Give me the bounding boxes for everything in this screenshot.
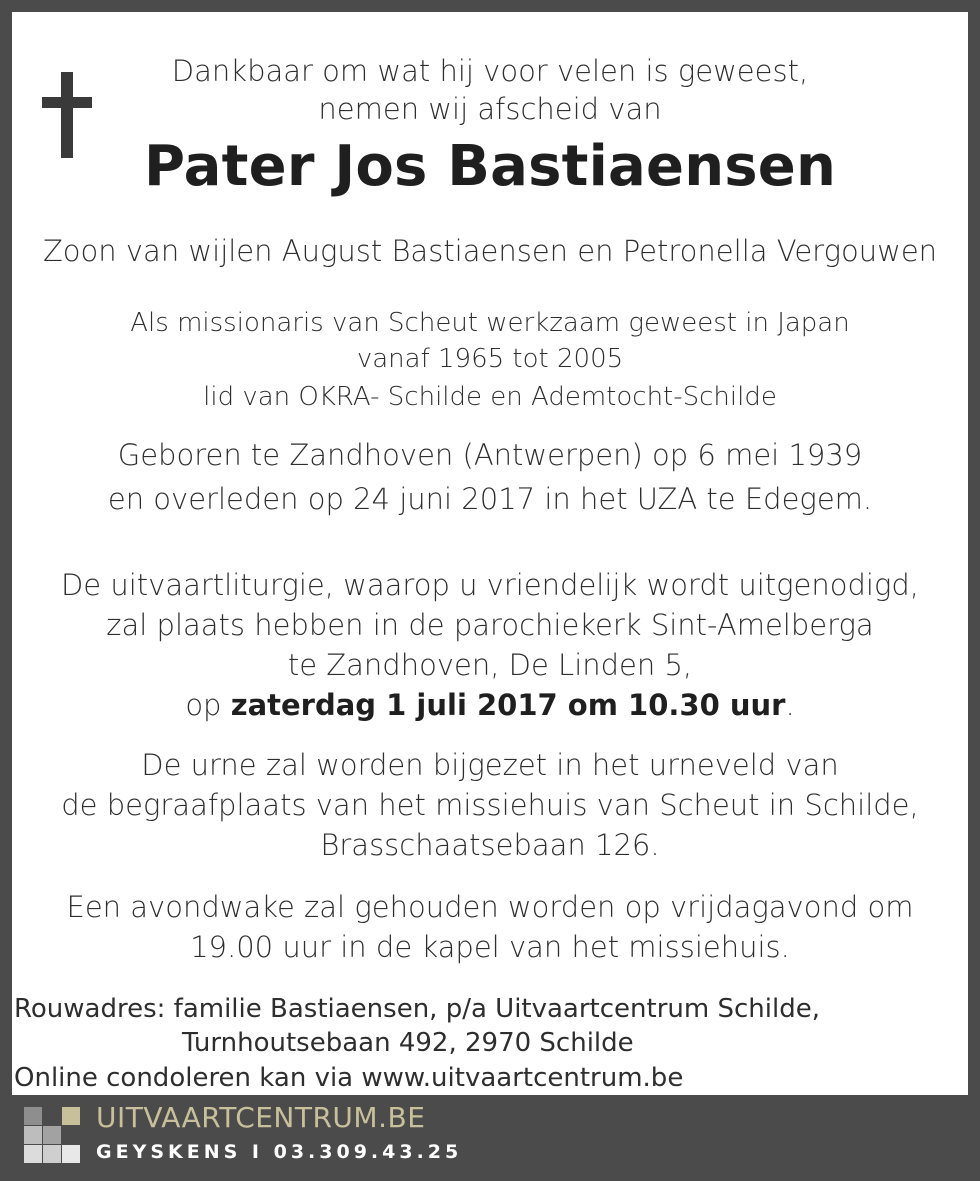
mission-line-3: lid van OKRA- Schilde en Ademtocht-Schilde [203,382,777,412]
deceased-name: Pater Jos Bastiaensen [143,134,837,199]
wake-line-1: Een avondwake zal gehouden worden op vrijdagavond om [66,890,914,924]
parents-line: Zoon van wijlen August Bastiaensen en Petronella Vergouwen [42,234,938,268]
address-line-2: Turnhoutsebaan 492, 2970 Schilde [182,1028,634,1058]
funeral-line-1: De uitvaartliturgie, waarop u vriendelijk wordt uitgenodigd, [60,568,920,602]
urn-line-3: Brasschaatsebaan 126. [320,828,660,862]
brand-name: UITVAARTCENTRUM.BE [96,1101,426,1134]
funeral-line-2: zal plaats hebben in de parochiekerk Sint-Amelberga [106,608,874,642]
mission-line-2: vanaf 1965 tot 2005 [356,344,624,374]
birth-line-1: Geboren te Zandhoven (Antwerpen) op 6 mei 1939 [117,438,863,472]
birth-line-2: en overleden op 24 juni 2017 in het UZA te Edegem. [107,482,873,516]
urn-line-1: De urne zal worden bijgezet in het urneveld van [141,748,839,782]
uitvaartcentrum-logo [24,1107,80,1165]
address-line-1: Rouwadres: familie Bastiaensen, p/a Uitvaartcentrum Schilde, [14,994,820,1024]
mission-line-1: Als missionaris van Scheut werkzaam geweest in Japan [130,308,850,338]
intro-line-1: Dankbaar om wat hij voor velen is geweest, [171,54,809,88]
wake-line-2: 19.00 uur in de kapel van het missiehuis. [190,930,790,964]
funeral-date-time: zaterdag 1 juli 2017 om 10.30 uur [230,688,786,722]
funeral-line-4-prefix: op [185,688,231,722]
funeral-line-4 [12,688,968,722]
funeral-line-3: te Zandhoven, De Linden 5, [287,648,693,682]
urn-line-2: de begraafplaats van het missiehuis van Scheut in Schilde, [61,788,919,822]
online-condolence-line: Online condoleren kan via www.uitvaartcentrum.be [14,1063,684,1093]
intro-line-2: nemen wij afscheid van [318,92,662,126]
footer-banner [12,1095,968,1181]
funeral-line-4-suffix: . [785,688,795,722]
brand-subline: GEYSKENS I 03.309.43.25 [96,1141,463,1163]
